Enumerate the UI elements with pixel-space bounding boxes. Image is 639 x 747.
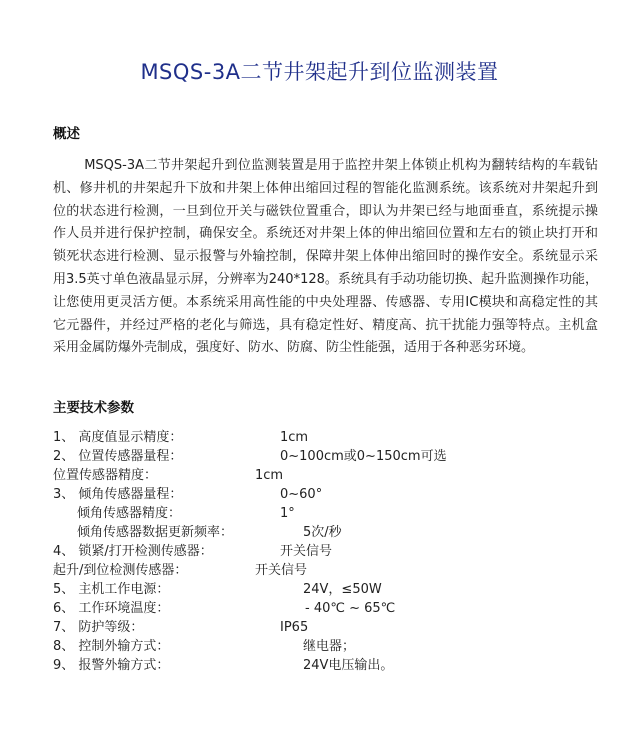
spec-value: - 40℃ ~ 65℃ xyxy=(305,601,396,616)
spec-value: 0~60° xyxy=(280,487,323,502)
overview-heading: 概述 xyxy=(53,126,80,142)
spec-label: 位置传感器精度： xyxy=(53,468,158,483)
spec-label: 6、 工作环境温度： xyxy=(53,601,170,616)
spec-label: 倾角传感器精度： xyxy=(77,506,182,521)
spec-value: 1cm xyxy=(255,468,284,483)
spec-label: 9、 报警外输方式： xyxy=(53,658,170,673)
spec-label: 1、 高度值显示精度： xyxy=(53,430,183,445)
spec-value: 0~100cm或0~150cm可选 xyxy=(280,449,447,464)
spec-value: IP65 xyxy=(280,620,309,635)
specs-heading: 主要技术参数 xyxy=(53,400,134,416)
spec-value: 5次/秒 xyxy=(303,525,342,540)
spec-value: 继电器； xyxy=(303,639,356,654)
spec-label: 8、 控制外输方式： xyxy=(53,639,170,654)
spec-label: 2、 位置传感器量程： xyxy=(53,449,183,464)
spec-value: 1° xyxy=(280,506,295,521)
document-title: MSQS-3A二节井架起升到位监测装置 xyxy=(140,60,499,84)
spec-label: 起升/到位检测传感器： xyxy=(53,563,188,578)
spec-value: 开关信号 xyxy=(255,563,308,578)
spec-label: 倾角传感器数据更新频率： xyxy=(77,525,234,540)
spec-label: 5、 主机工作电源： xyxy=(53,582,170,597)
overview-paragraph: MSQS-3A二节井架起升到位监测装置是用于监控井架上体锁止机构为翻转结构的车载钻机、修井机的井架起升下放和井架上体伸出缩回过程的智能化监测系统。该系统对井架起升到位的状态进行检测，一旦到位开关与磁铁位置重合，即认为井架已经与地面垂直，系统提示操作人员并进行保护控制，确保安全。系统还对井架上体的伸出缩回位置和左右的锁止块打开和锁死状态进行检测、显示报警与外输控制，保障井架上体伸出缩回时的操作安全。系统显示采用3.5英寸单色液晶显示屏，分辨率为240*128。系统具有手动功能切换、起升监测操作功能，让您使用更灵活方便。本系统采用高性能的中央处理器、传感器、专用IC模块和高稳定性的其它元器件，并经过严格的老化与筛选，具有稳定性好、精度高、抗干扰能力强等特点。主机盒采用金属防爆外壳制成，强度好、防水、防腐、防尘性能强，适用于各种恶劣环境。 xyxy=(53,158,598,356)
spec-label: 4、 锁紧/打开检测传感器： xyxy=(53,544,213,559)
spec-label: 7、 防护等级： xyxy=(53,620,144,635)
spec-label: 3、 倾角传感器量程： xyxy=(53,487,183,502)
spec-value: 1cm xyxy=(280,430,309,445)
spec-value: 24V，≤50W xyxy=(303,582,382,597)
spec-value: 24V电压输出。 xyxy=(303,658,394,673)
spec-value: 开关信号 xyxy=(280,544,333,559)
